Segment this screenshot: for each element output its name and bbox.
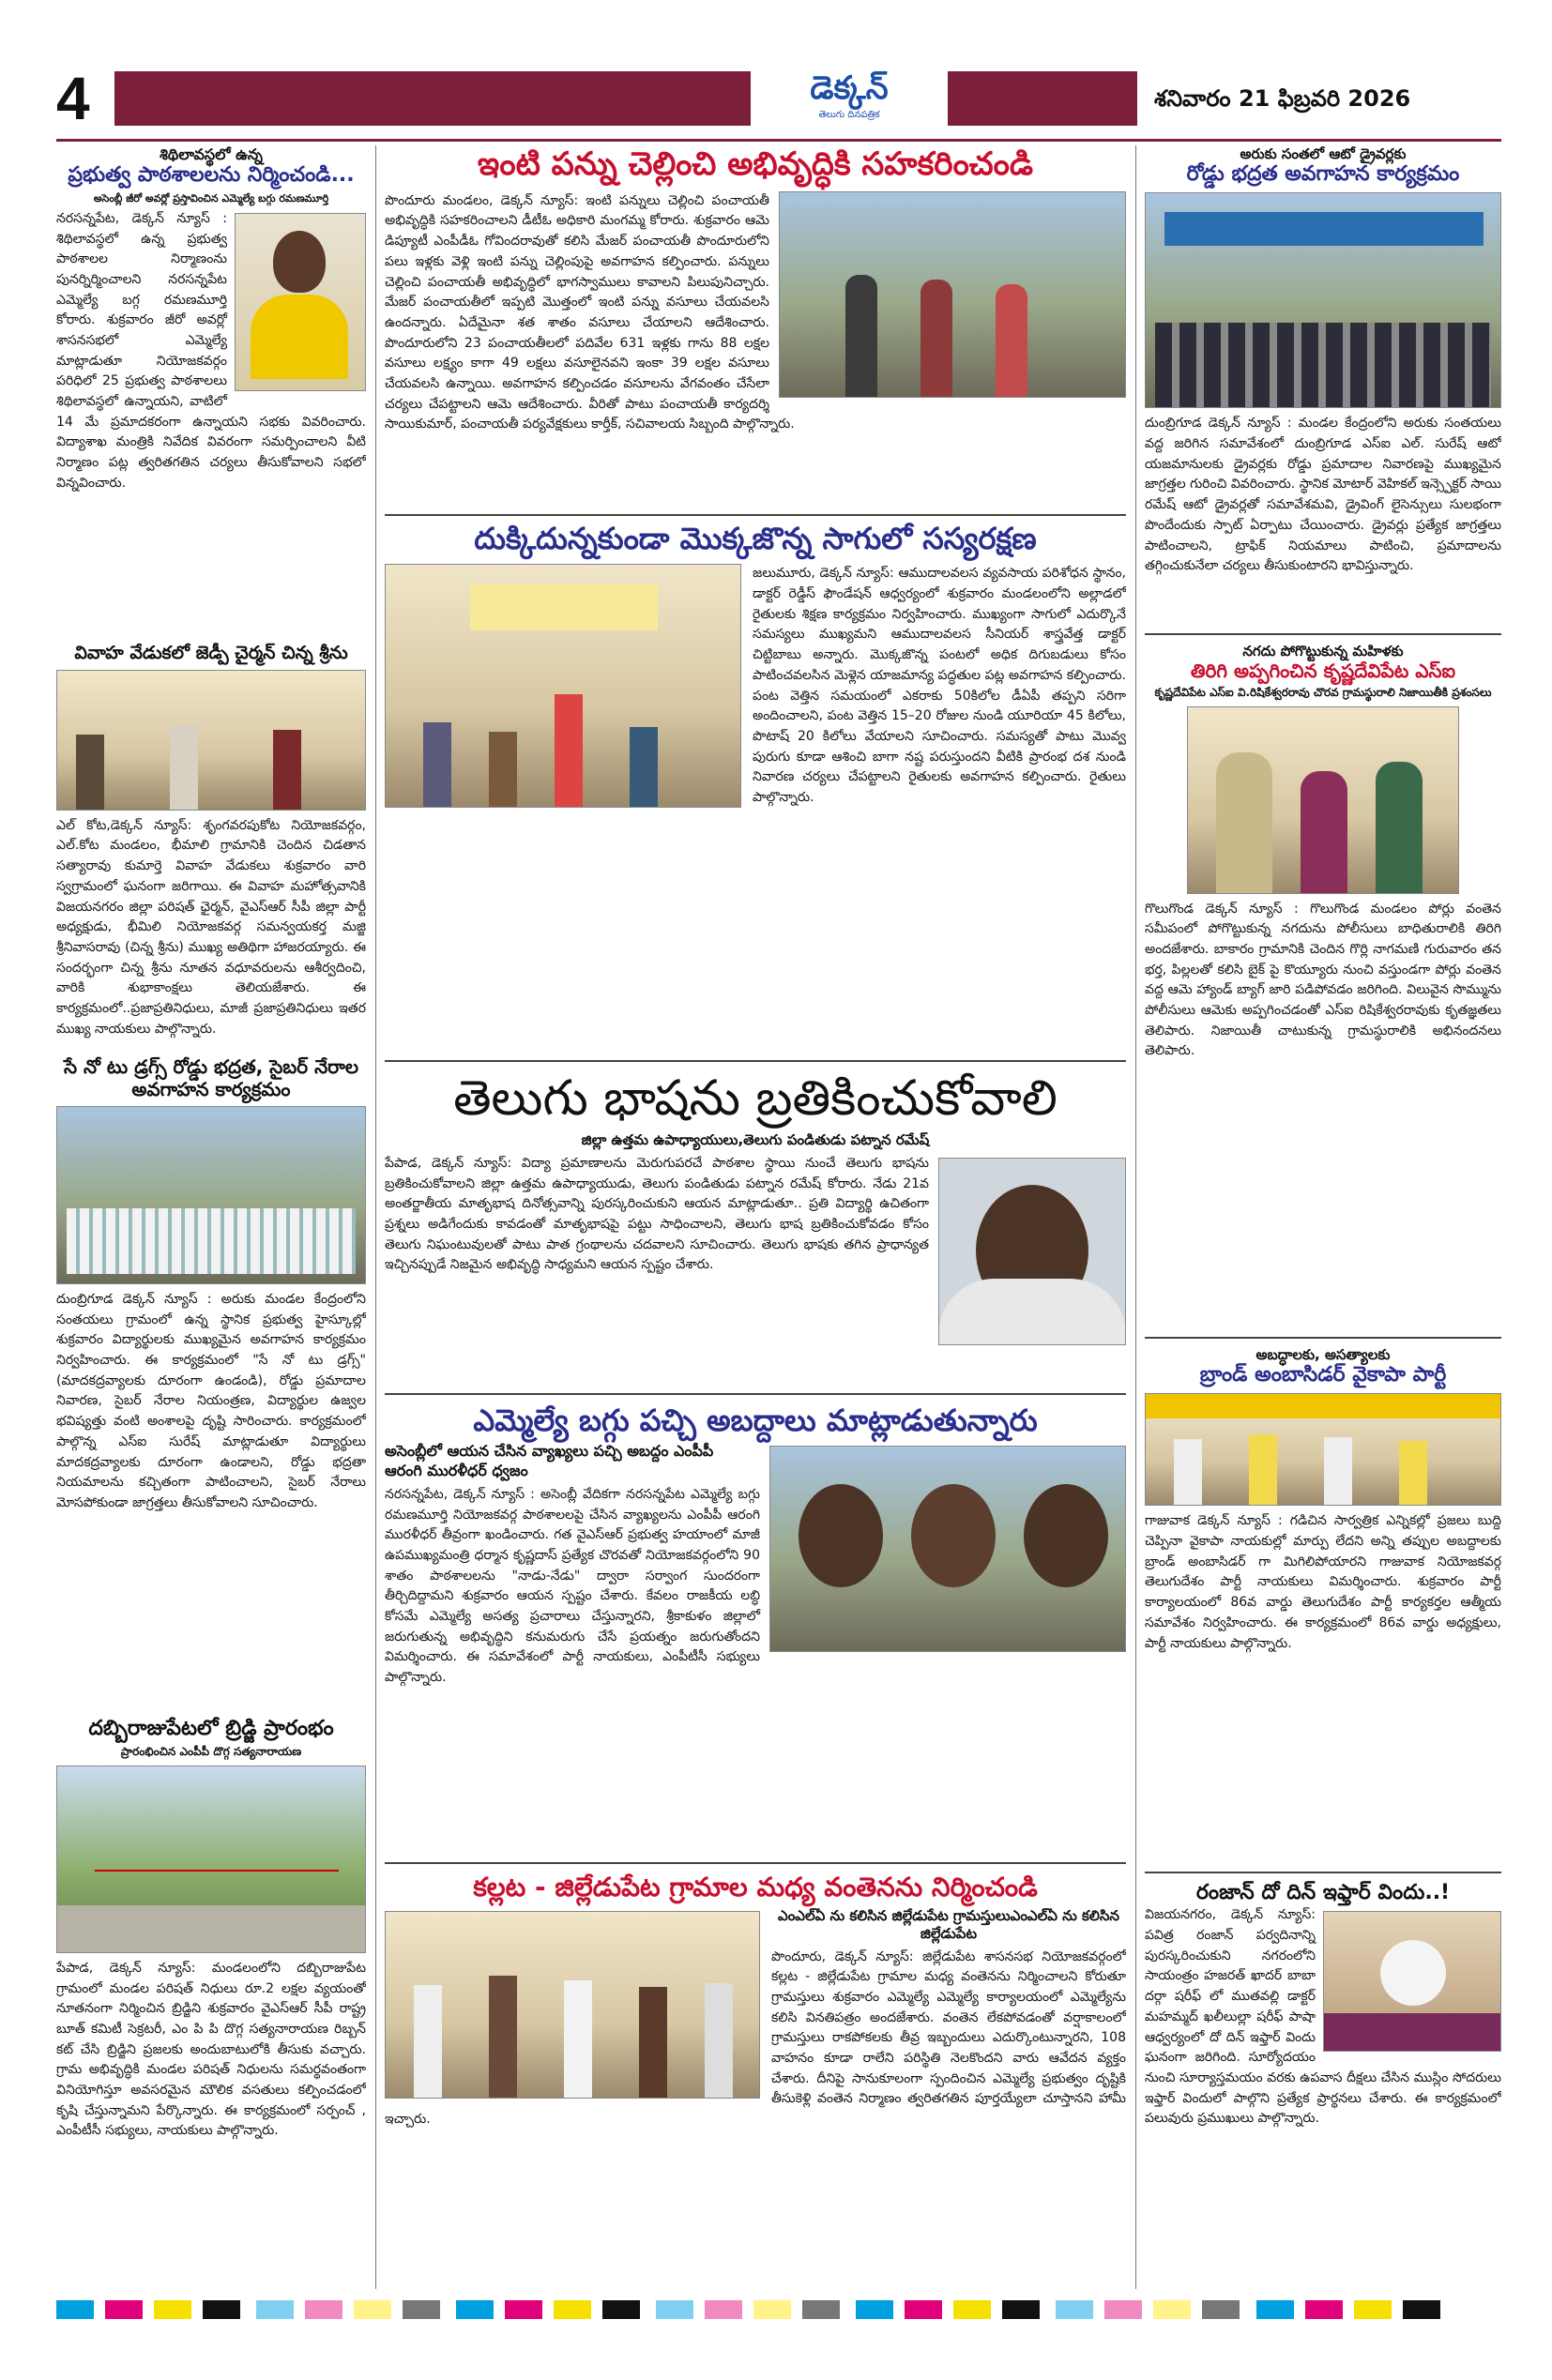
article-body: ఎల్ కోట,డెక్కన్ న్యూస్: శృంగవరపుకోట నియోజకవర్గం, ఎల్.కోట మండలం, భీమాలి గ్రామానికి చెందిన చిడతాన సత్యారావు కుమార్తె వివాహ వేడుకలు శుక్రవారం వారి స్వగ్రామంలో ఘనంగా జరిగాయి. ఈ వివాహ మహోత్సవానికి విజయనగరం జిల్లా పరిషత్ ఛైర్మన్, వైఎస్ఆర్ సీపీ జిల్లా పార్టీ అధ్యక్షుడు, భీమిలి నియోజకవర్గ సమన్వయకర్త మజ్జి శ్రీనివాసరావు (చిన్న శ్రీను) ముఖ్య అతిథిగా హాజరయ్యారు. ఈ సందర్భంగా చిన్న శ్రీను నూతన వధూవరులను ఆశీర్వదించి, వారికి శుభాకాంక్షలు తెలియజేశారు. ఈ కార్యక్రమంలో..ప్రజాప్రతినిధులు, మాజీ ప్రజాప్రతినిధులు ఇతర ముఖ్య నాయకులు పాల్గొన్నారు. xyxy=(56,817,366,1037)
farmers-training-photo xyxy=(385,564,741,808)
article-body: దుంబ్రిగూడ డెక్కన్ న్యూస్ : అరుకు మండల కేంద్రంలోని సంతయలు గ్రామంలో ఉన్న స్థానిక ప్రభుత్వ హైస్కూల్లో శుక్రవారం విద్యార్థులకు ముఖ్యమైన అవగాహన కార్యక్రమం నిర్వహించారు. ఈ కార్యక్రమంలో "సే నో టు డ్రగ్స్" (మాదకద్రవ్యాలకు దూరంగా ఉండండి), రోడ్డు ప్రమాదాల నివారణ, సైబర్ నేరాల నియంత్రణ, విద్యార్థుల ఉజ్వల భవిష్యత్తు వంటి అంశాలపై దృష్టి సారించారు. కార్యక్రమంలో పాల్గొన్న ఎస్ఐ సురేష్ మాట్లాడుతూ విద్యార్థులు మాదకద్రవ్యాలకు దూరంగా ఉండాలని, రోడ్డు భద్రతా నియమాలను కచ్చితంగా పాటించాలని, సైబర్ నేరాలు మోసపోకుండా జాగ్రత్తలు తీసుకోవాలని సూచించారు. xyxy=(56,1292,366,1510)
mpp-press-meet-photo xyxy=(769,1446,1126,1652)
section-divider xyxy=(1145,1337,1501,1339)
article-body: పొందూరు మండలం, డెక్కన్ న్యూస్: ఇంటి పన్నులు చెల్లించి పంచాయతీ అభివృద్ధికి సహకరించాలని డీటీఓ అధికారి మంగమ్మ కోరారు. శుక్రవారం ఆమె డిప్యూటీ ఎంపీడీఓ గోవిందరావుతో కలిసి మేజర్ పంచాయతీ పొందూరులోని పలు ఇళ్లకు వెళ్లి ఇంటి పన్ను చెల్లింపుపై అవగాహన కల్పించారు. పన్నులు చెల్లించి పంచాయతీ అభివృద్ధిలో భాగస్వాములు కావాలని పిలుపునిచ్చారు. మేజర్ పంచాయతీలో ఇప్పటి మొత్తంలో ఇంటి పన్ను వసూలు చేయవలసి ఉందన్నారు. ఏదేమైనా శత శాతం వసూలు చేయాలని ఆదేశించారు. పొందూరులోని 23 పంచాయతీలలో పదివేల 631 ఇళ్లకు గాను 88 లక్షల వసూలు లక్ష్యం కాగా 49 లక్షలు వసూలైనవని ఇంకా 39 లక్షల వసూలు చేయవలసి ఉన్నాయి. అవగాహన కల్పించడం వసూలను వేగవంతం చేసేలా చర్యలు చేపట్టాలని ఆమె ఆదేశించారు. వీరితో పాటు పంచాయతీ కార్యదర్శి సాయికుమార్, పంచాయతీ పర్యవేక్షకులు కార్తీక్, సచివాలయ సిబ్బంది పాల్గొన్నారు. xyxy=(385,192,795,432)
house-tax-photo xyxy=(779,191,1126,398)
newspaper-logo[interactable] xyxy=(751,68,948,133)
article-road-safety-auto[interactable] xyxy=(1145,145,1501,629)
article-subhead: అసెంబ్లీలో ఆయన చేసిన వ్యాఖ్యలు పచ్చి అబద్దం ఎంపీపీ ఆరంగి మురళీధర్ ధ్వజం xyxy=(385,1442,714,1480)
article-school-buildings[interactable] xyxy=(56,145,366,638)
article-body: పొందూరు, డెక్కన్ న్యూస్: జిల్లేడుపేట శాసనసభ నియోజకవర్గంలో కల్లట - జిల్లేడుపేట గ్రామాల మధ్య వంతెనను నిర్మించాలని కోరుతూ గ్రామస్తులు శుక్రవారం ఎమ్మెల్యే ఎమ్మెల్యే కార్యాలయంలో ఎమ్మెల్యేను కలిసి వినతిపత్రం అందజేశారు. వంతెన లేకపోవడంతో వర్షాకాలంలో గ్రామస్తులు రాకపోకలకు తీవ్ర ఇబ్బందులు ఎదుర్కొంటున్నారని, 108 వాహనం కూడా రాలేని పరిస్థితి నెలకొందని వారు ఆవేదన వ్యక్తం చేశారు. దీనిపై సానుకూలంగా స్పందించిన ఎమ్మెల్యే ప్రభుత్వం దృష్టికి తీసుకెళ్లి వంతెన నిర్మాణం త్వరితగతిన పూర్తయ్యేలా చూస్తానని హామీ ఇచ్చారు. xyxy=(385,1948,1126,2128)
auto-drivers-photo xyxy=(1145,192,1501,408)
article-headline: దబ్బిరాజుపేటలో బ్రిడ్జి ప్రారంభం xyxy=(88,1717,334,1740)
article-bridge-request[interactable] xyxy=(385,1872,1126,2289)
article-headline: దుక్కిదున్నకుండా మొక్కజొన్న సాగులో సస్యరక్షణ xyxy=(474,521,1037,556)
article-kicker: అబద్ధాలకు, అసత్యాలకు xyxy=(1255,1346,1391,1363)
article-body: దుంబ్రిగూడ డెక్కన్ న్యూస్ : మండల కేంద్రంలోని అరుకు సంతయలు వద్ద జరిగిన సమావేశంలో దుంబ్రిగూడ ఎస్ఐ ఎల్. సురేష్ ఆటో యజమానులకు డ్రైవర్లకు రోడ్డు ప్రమాదాల నివారణపై ముఖ్యమైన జాగ్రత్తల గురించి వివరించారు. స్థానిక మోటార్ వెహికల్ ఇన్స్పెక్టర్ సాయి రమేష్ ఆటో డ్రైవర్లతో సమావేశమవి, డ్రైవింగ్ లైసెన్సులు సులభంగా పొందేందుకు స్పాట్ ఏర్పాటు చేయించారు. డ్రైవర్లు ప్రత్యేక జాగ్రత్తలు పాటించాలని, ట్రాఫిక్ నియమాలు పాటించి, ప్రమాదాలను తగ్గించుకునేలా చర్యలు తీసుకుంటారని భావిస్తున్నారు. xyxy=(1145,416,1501,574)
article-ycp-brand-ambassador[interactable] xyxy=(1145,1346,1501,1867)
column-divider-right xyxy=(1135,145,1136,2289)
article-wedding[interactable] xyxy=(56,643,366,1046)
tdp-meeting-photo xyxy=(1145,1393,1501,1506)
article-headline: ప్రభుత్వ పాఠశాలలను నిర్మించండి... xyxy=(68,163,355,188)
article-headline: వివాహ వేడుకలో జెడ్పీ చైర్మన్ చిన్న శ్రీను xyxy=(74,643,348,663)
article-headline: రంజాన్ దో దిన్ ఇఫ్తార్ విందు..! xyxy=(1195,1881,1451,1904)
article-headline: తిరిగి అప్పగించిన కృష్ణదేవిపేట ఎస్ఐ xyxy=(1190,659,1456,682)
print-color-bar xyxy=(56,2300,1501,2319)
si-handover-photo xyxy=(1187,706,1459,894)
article-headline: కల్లట - జిల్లేడుపేట గ్రామాల మధ్య వంతెనను నిర్మించండి xyxy=(473,1872,1038,1902)
article-body: నరసన్నపేట, డెక్కన్ న్యూస్ : శిథిలావస్థలో ఉన్న ప్రభుత్వ పాఠశాలల నిర్మాణంను పునర్నిర్మించాలని నరసన్నపేట ఎమ్మెల్యే బగ్గ రమణమూర్తి కోరారు. శుక్రవారం జీరో అవర్లో శాసనసభలో ఎమ్మెల్యే మాట్లాడుతూ నియోజకవర్గం పరిధిలో 25 ప్రభుత్వ పాఠశాలలు శిథిలావస్థలో ఉన్నాయని, వాటిలో 14 మే ప్రమాదకరంగా ఉన్నాయని సభకు వివరించారు. విద్యాశాఖ మంత్రికి నివేదిక వివరంగా సమర్పించాలని వీటి నిర్మాణం పట్ల త్వరితగతిన చర్యలు తీసుకోవాలని సభలో విన్నవించారు. xyxy=(56,210,366,491)
article-headline: ఇంటి పన్ను చెల్లించి అభివృద్ధికి సహకరించండి xyxy=(477,145,1034,183)
logo-tagline: తెలుగు దినపత్రిక xyxy=(818,110,880,120)
article-headline: బ్రాండ్ అంబాసిడర్ వైకాపా పార్టీ xyxy=(1199,1363,1447,1387)
article-cash-returned[interactable] xyxy=(1145,643,1501,1332)
article-headline: సే నో టు డ్రగ్స్ రోడ్డు భద్రత, సైబర్ నేరాల అవగాహన కార్యక్రమం xyxy=(63,1055,359,1100)
section-divider xyxy=(385,514,1126,516)
article-subhead: ఎంఎల్ఏ ను కలిసిన జిల్లేడుపేట గ్రామస్తులుఎంఎల్ఏ ను కలిసిన జిల్లేడుపేట xyxy=(778,1906,1119,1943)
article-body: పేపాడ, డెక్కన్ న్యూస్: మండలంలోని దబ్బిరాజుపేట గ్రామంలో మండల పరిషత్ నిధులు రూ.2 లక్షల వ్యయంతో నూతనంగా నిర్మించిన బ్రిడ్జిని శుక్రవారం వైఎస్ఆర్ సీపీ రాష్ట్ర బూత్ కమిటీ సెక్రటరీ, ఎం పి పి దొగ్గ సత్యనారాయణ రిబ్బన్ కట్ చేసి బ్రిడ్జిని ప్రజలకు అందుబాటులోకి తీసుకు వచ్చారు. గ్రామ అభివృద్ధికి మండల పరిషత్ నిధులను సమర్థవంతంగా వినియోగిస్తూ అవసరమైన మౌలిక వసతులు కల్పించడంలో కృషి చేస్తున్నామని పేర్కొన్నారు. ఈ కార్యక్రమంలో సర్పంచ్ , ఎంపీటీసీ సభ్యులు, నాయకులు పాల్గొన్నారు. xyxy=(56,1960,366,2139)
article-kicker: అరుకు సంతలో ఆటో డ్రైవర్లకు xyxy=(1240,145,1407,162)
article-iftar[interactable] xyxy=(1145,1881,1501,2289)
article-subhead: జిల్లా ఉత్తమ ఉపాధ్యాయులు,తెలుగు పండితుడు పట్నాన రమేష్ xyxy=(581,1131,930,1149)
students-assembly-photo xyxy=(56,1106,366,1284)
section-divider xyxy=(385,1393,1126,1395)
article-subhead: అసెంబ్లీ జీరో అవర్లో ప్రస్తావించిన ఎమ్మెల్యే బగ్గు రమణమూర్తి xyxy=(93,191,329,205)
article-headline: తెలుగు భాషను బ్రతికించుకోవాలి xyxy=(453,1070,1057,1127)
article-headline: ఎమ్మెల్యే బగ్గు పచ్చి అబద్దాలు మాట్లాడుతున్నారు xyxy=(473,1402,1038,1438)
section-divider xyxy=(385,1060,1126,1062)
iftar-photo xyxy=(1323,1911,1501,2052)
article-body: పేపాడ, డెక్కన్ న్యూస్: విద్యా ప్రమాణాలను మెరుగుపరచే పాఠశాల స్థాయి నుంచే తెలుగు భాషను బ్రతికించుకోవాలని జిల్లా ఉత్తమ ఉపాధ్యాయుడు, తెలుగు పండితుడు పట్నాన రమేష్ కోరారు. నేడు 21వ అంతర్జాతీయ మాతృభాష దినోత్సవాన్ని పురస్కరించుకుని ఆయన మాట్లాడుతూ.. ప్రతి విద్యార్థి ఉచితంగా ప్రశ్నలు అడిగేందుకు కావడంతో మాతృభాషపై పట్టు సాధించాలని, తెలుగు భాష బ్రతికించుకోవడం కోసం తెలుగు నిఘంటువులతో పాటు పాత గ్రంథాలను చదవాలని సూచించారు. తెలుగు భాషకు తగిన ప్రాధాన్యత ఇచ్చినప్పుడే నిజమైన అభివృద్ధి సాధ్యమని ఆయన స్పష్టం చేశారు. xyxy=(385,1155,929,1273)
article-body: గొలుగొండ డెక్కన్ న్యూస్ : గొలుగొండ మండలం పోర్లు వంతెన సమీపంలో పోగొట్టుకున్న నగదును పోలీసులు బాధితురాలికి తిరిగి అందజేశారు. బాకారం గ్రామానికి చెందిన గొర్లి నాగమణి గురువారం తన భర్త, పిల్లలతో కలిసి బైక్ పై కొయ్యూరు నుంచి వస్తుండగా పోర్లు వంతెన వద్ద ఆమె హ్యాండ్ బ్యాగ్ జారి పడిపోవడం జరిగింది. విలువైన సొమ్మును పోలీసులు ఆమెకు అప్పగించడంతో ఎస్ఐ రిషికేశ్వరరావుకు కృతజ్ఞతలు తెలిపారు. నిజాయితీ చాటుకున్న గ్రామస్థురాలికి అభినందనలు తెలిపారు. xyxy=(1145,901,1501,1059)
masthead-rule xyxy=(56,139,1501,142)
article-house-tax[interactable] xyxy=(385,145,1126,511)
section-divider xyxy=(1145,633,1501,635)
article-kicker: శిథిలావస్థలో ఉన్న xyxy=(160,145,263,163)
article-body: నరసన్నపేట, డెక్కన్ న్యూస్ : అసెంబ్లీ వేదికగా నరసన్నపేట ఎమ్మెల్యే బగ్గు రమణమూర్తి నియోజకవర్గ పాఠశాలలపై చేసిన వ్యాఖ్యలను ఎంపీపీ ఆరంగి మురళీధర్ తీవ్రంగా ఖండించారు. గత వైఎస్ఆర్ ప్రభుత్వ హయాంలో మాజీ ఉపముఖ్యమంత్రి ధర్మాన కృష్ణదాస్ ప్రత్యేక చొరవతో నియోజకవర్గంలోని 90 శాతం పాఠశాలలను "నాడు-నేడు" ద్వారా సర్వాంగ సుందరంగా తీర్చిదిద్దామని శుక్రవారం ఆయన స్పష్టం చేశారు. కేవలం రాజకీయ లబ్ధి కోసమే ఎమ్మెల్యే అసత్య ప్రచారాలు చేస్తున్నారని, శ్రీకాకుళం జిల్లాలో జరుగుతున్న అభివృద్ధిని కనుమరుగు చేసే ప్రయత్నం జరుగుతోందని విమర్శించారు. ఈ సమావేశంలో పార్టీ నాయకులు, ఎంపీటీసీ సభ్యులు పాల్గొన్నారు. xyxy=(385,1486,760,1686)
masthead xyxy=(56,66,1501,136)
article-subhead: కృష్ణదేవిపేట ఎస్ఐ వి.రిషికేశ్వరరావు చొరవ గ్రామస్థురాలి నిజాయితీకి ప్రశంసలు xyxy=(1154,686,1492,699)
wedding-photo xyxy=(56,670,366,811)
section-divider xyxy=(1145,1872,1501,1873)
article-kicker: నగదు పోగొట్టుకున్న మహిళకు xyxy=(1242,643,1404,659)
teacher-portrait-photo xyxy=(938,1158,1126,1345)
article-mla-claims[interactable] xyxy=(385,1402,1126,1857)
article-maize-crop[interactable] xyxy=(385,521,1126,1055)
article-bridge-opening[interactable] xyxy=(56,1717,366,2289)
villagers-meet-mla-photo xyxy=(385,1911,760,2099)
article-subhead: ప్రారంభించిన ఎంపీపీ దొగ్గ సత్యనారాయణ xyxy=(120,1745,302,1759)
article-say-no-to-drugs[interactable] xyxy=(56,1055,366,1703)
logo-name: డెక్కన్ xyxy=(810,69,889,107)
page-number: 4 xyxy=(56,65,90,132)
section-divider xyxy=(385,1862,1126,1864)
article-headline: రోడ్డు భద్రత అవగాహన కార్యక్రమం xyxy=(1186,162,1460,186)
bridge-inauguration-photo xyxy=(56,1766,366,1953)
mla-portrait-photo xyxy=(235,213,366,391)
column-divider-left xyxy=(375,145,376,2289)
article-body: గాజువాక డెక్కన్ న్యూస్ : గడిచిన సార్వత్రిక ఎన్నికల్లో ప్రజలు బుద్ది చెప్పినా వైకాపా నాయకుల్లో మార్పు లేదని అన్ని తప్పుల అబద్దాలకు బ్రాండ్ అంబాసిడర్ గా మిగిలిపోయారని గాజువాక నియోజకవర్గ తెలుగుదేశం పార్టీ నాయకులు విమర్శించారు. శుక్రవారం పార్టీ కార్యాలయంలో 86వ వార్డు తెలుగుదేశం పార్టీ కార్యకర్తల ఆత్మీయ సమావేశం నిర్వహించారు. ఈ కార్యక్రమంలో 86వ వార్డు అధ్యక్షులు, పార్టీ నాయకులు పాల్గొన్నారు. xyxy=(1145,1513,1501,1651)
masthead-band xyxy=(114,71,1137,126)
article-telugu-language[interactable] xyxy=(385,1069,1126,1388)
article-body: జలుమూరు, డెక్కన్ న్యూస్: ఆముదాలవలస వ్యవసాయ పరిశోధన స్థానం, డాక్టర్ రెడ్డీస్ ఫౌండేషన్ ఆధ్వర్యంలో శుక్రవారం మండలంలోని అల్లాడలో రైతులకు శిక్షణ కార్యక్రమం నిర్వహించారు. ముఖ్యంగా సాగులో ఎదుర్కొనే సమస్యలు ముఖ్యమని ఆముదాలవలస సీనియర్ శాస్త్రవేత్త డాక్టర్ చిట్టిబాబు అన్నారు. మొక్కజొన్న పంటలో అధిక దిగుబడులు కోసం పాటించవలసిన మెళ్లెన యాజమాన్య పద్ధతుల పట్ల అవగాహన కల్పించారు. పంట వెత్తిన సమయంలో ఎకరాకు 50కిలోల డీఏపీ తప్పని సరిగా అందించాలని, పంట వెత్తిన 15–20 రోజుల నుండి యూరియా 45 కిలోలు, పొటాష్ 20 కిలోలు వేయాలని సూచించారు. సమస్యతో పాటు మొవ్వ పురుగు కూడా ఆశించి బాగా నష్ట పరుస్తుందని వీటికి ప్రారంభ దశ నుండి నివారణ చర్యలు చేపట్టాలని రైతులకు అవగాహన కల్పించారు. రైతులు పాల్గొన్నారు. xyxy=(753,566,1126,805)
article-body: విజయనగరం, డెక్కన్ న్యూస్: పవిత్ర రంజాన్ పర్వదినాన్ని పురస్కరించుకుని నగరంలోని సాయంత్రం హజరత్ ఖాదర్ బాబా దర్గా షరీఫ్ లో ముతవల్లి డాక్టర్ మహమ్మద్ ఖలీలుల్లా షరీఫ్ పాషా ఆధ్వర్యంలో దో దిన్ ఇఫ్తార్ విందు ఘనంగా జరిగింది. సూర్యోదయం నుంచి సూర్యాస్తమయం వరకు ఉపవాస దీక్షలు చేసిన ముస్లిం సోదరులు ఇఫ్తార్ విందులో పాల్గొని ప్రత్యేక ప్రార్థనలు చేశారు. ఈ కార్యక్రమంలో పలువురు ప్రముఖులు పాల్గొన్నారు. xyxy=(1145,1907,1501,2127)
issue-date: శనివారం 21 ఫిబ్రవరి 2026 xyxy=(1154,85,1411,112)
